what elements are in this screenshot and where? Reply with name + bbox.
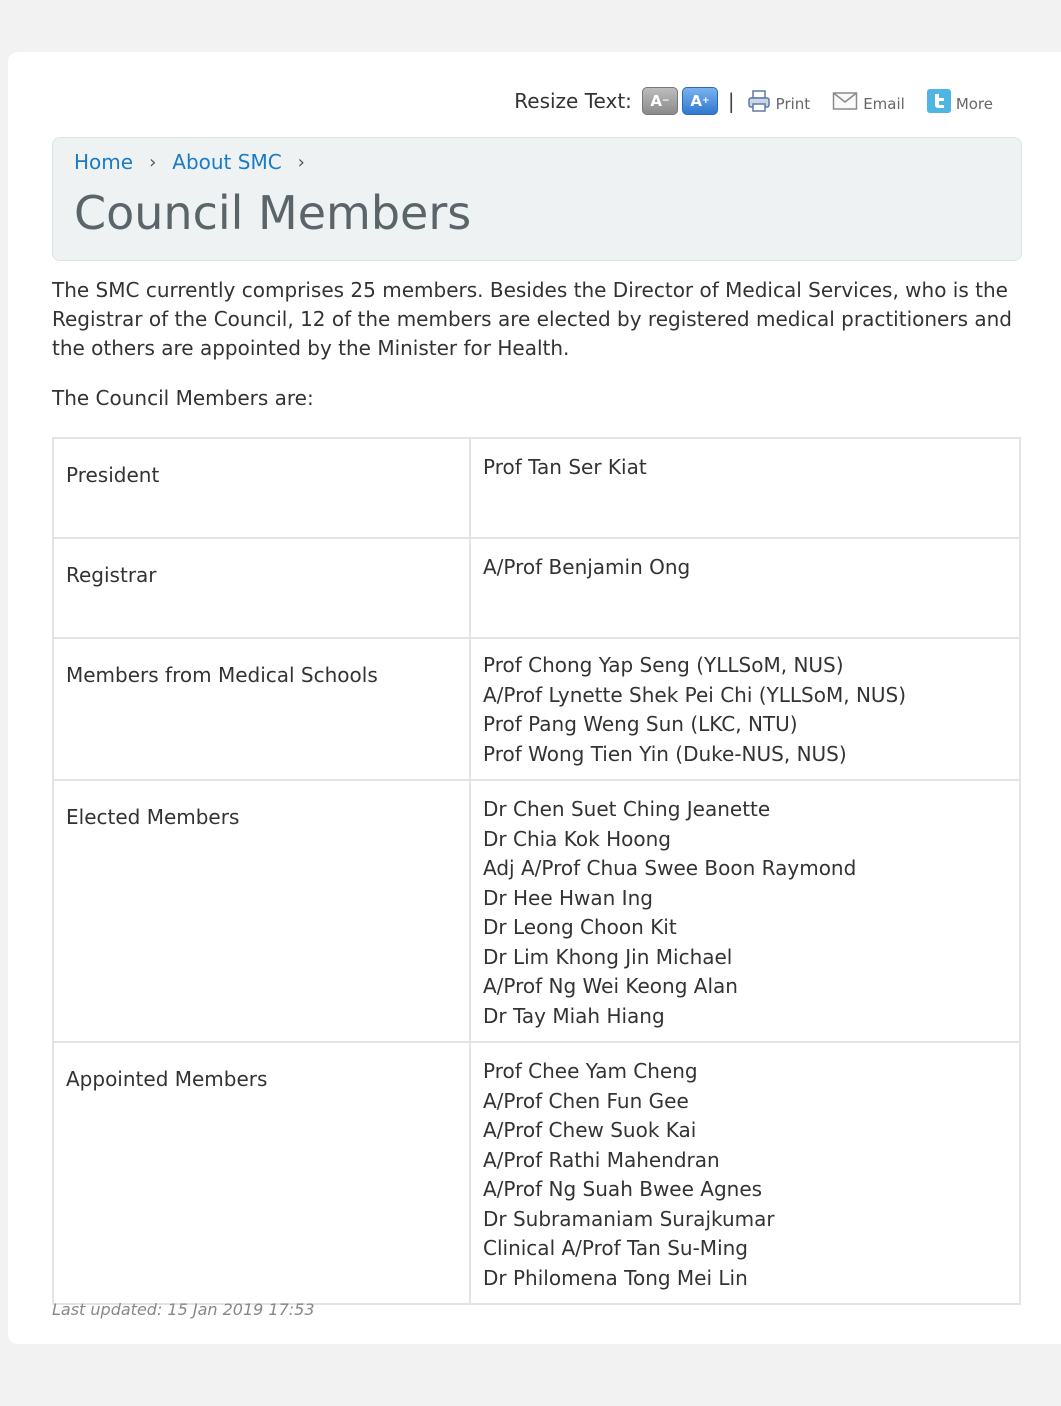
names-cell bbox=[470, 1042, 1020, 1304]
member-name: Dr Leong Choon Kit bbox=[483, 915, 677, 939]
member-name: A/Prof Ng Suah Bwee Agnes bbox=[483, 1177, 763, 1201]
role-cell: Members from Medical Schools bbox=[53, 638, 470, 780]
table-row bbox=[53, 538, 1020, 638]
names-cell bbox=[470, 780, 1020, 1042]
member-name: Dr Chen Suet Ching Jeanette bbox=[483, 797, 771, 821]
envelope-icon bbox=[832, 91, 858, 111]
lead-text: The Council Members are: bbox=[52, 386, 314, 410]
member-name: Dr Philomena Tong Mei Lin bbox=[483, 1265, 748, 1290]
table-row bbox=[53, 1042, 1020, 1304]
member-name: Prof Tan Ser Kiat bbox=[483, 455, 647, 479]
member-name: A/Prof Ng Wei Keong Alan bbox=[483, 974, 738, 998]
breadcrumb-home-link[interactable]: Home bbox=[74, 150, 134, 174]
printer-icon bbox=[747, 90, 771, 112]
more-label: More bbox=[955, 95, 993, 113]
names-cell bbox=[470, 538, 1020, 638]
member-name: A/Prof Chen Fun Gee bbox=[483, 1088, 689, 1113]
email-link[interactable] bbox=[832, 89, 905, 113]
table-row bbox=[53, 638, 1020, 780]
last-updated: Last updated: 15 Jan 2019 17:53 bbox=[52, 1300, 315, 1319]
email-label: Email bbox=[863, 95, 905, 113]
resize-text-label: Resize Text: bbox=[514, 89, 632, 113]
member-name: A/Prof Chew Suok Kai bbox=[483, 1118, 697, 1142]
chevron-right-icon: › bbox=[149, 151, 157, 173]
member-name: Clinical A/Prof Tan Su-Ming bbox=[483, 1236, 748, 1260]
intro-paragraph: The SMC currently comprises 25 members. Besides the Director of Medical Services, who is the Registrar of the Council, 12 of the members are elected by registered medical practitioners and the others are appointed by the Minister for Health. bbox=[52, 278, 1012, 360]
role-cell: Registrar bbox=[53, 538, 470, 638]
member-name: Dr Chia Kok Hoong bbox=[483, 826, 671, 851]
member-name: Prof Chong Yap Seng (YLLSoM, NUS) bbox=[483, 653, 844, 677]
page-tools bbox=[514, 86, 993, 116]
member-name: A/Prof Rathi Mahendran bbox=[483, 1147, 720, 1172]
more-share-link[interactable] bbox=[927, 89, 993, 113]
breadcrumb-about-smc-link[interactable]: About SMC bbox=[172, 150, 282, 174]
twitter-icon bbox=[927, 89, 951, 113]
member-name: A/Prof Lynette Shek Pei Chi (YLLSoM, NUS) bbox=[483, 682, 907, 707]
table-row bbox=[53, 438, 1020, 538]
member-name: Adj A/Prof Chua Swee Boon Raymond bbox=[483, 856, 857, 880]
names-cell bbox=[470, 638, 1020, 780]
print-label: Print bbox=[775, 95, 811, 113]
council-members-table bbox=[52, 437, 1021, 1305]
decrease-text-button[interactable]: A − bbox=[642, 87, 678, 115]
breadcrumb bbox=[74, 150, 321, 174]
member-name: Dr Lim Khong Jin Michael bbox=[483, 944, 733, 969]
print-link[interactable] bbox=[747, 89, 811, 113]
page-title: Council Members bbox=[74, 186, 472, 240]
member-name: Dr Subramaniam Surajkumar bbox=[483, 1206, 775, 1231]
role-cell: President bbox=[53, 438, 470, 538]
member-name: Dr Tay Miah Hiang bbox=[483, 1003, 665, 1028]
toolbar-separator: | bbox=[727, 89, 735, 113]
names-cell bbox=[470, 438, 1020, 538]
role-cell: Appointed Members bbox=[53, 1042, 470, 1304]
member-name: Prof Chee Yam Cheng bbox=[483, 1059, 698, 1083]
chevron-right-icon: › bbox=[297, 151, 305, 173]
role-cell: Elected Members bbox=[53, 780, 470, 1042]
member-name: Prof Wong Tien Yin (Duke-NUS, NUS) bbox=[483, 741, 847, 766]
member-name: Dr Hee Hwan Ing bbox=[483, 885, 653, 910]
member-name: Prof Pang Weng Sun (LKC, NTU) bbox=[483, 712, 798, 736]
member-name: A/Prof Benjamin Ong bbox=[483, 555, 691, 579]
increase-text-button[interactable]: A + bbox=[682, 87, 718, 115]
table-row bbox=[53, 780, 1020, 1042]
